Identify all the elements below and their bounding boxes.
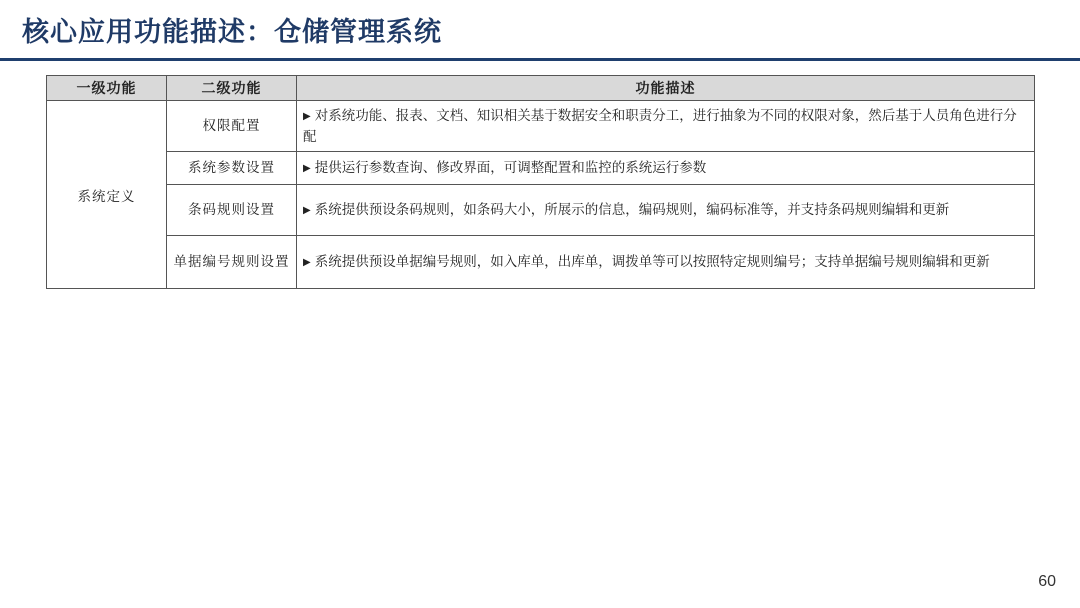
table-row bbox=[47, 185, 1035, 236]
description-text: 系统提供预设条码规则，如条码大小，所展示的信息，编码规则，编码标准等，并支持条码规则编辑和更新 bbox=[314, 201, 950, 218]
description-cell bbox=[297, 185, 1035, 236]
title-divider bbox=[0, 58, 1080, 61]
description-text: 对系统功能、报表、文档、知识相关基于数据安全和职责分工，进行抽象为不同的权限对象，然后基于人员角色进行分配 bbox=[303, 107, 1017, 145]
description-text: 系统提供预设单据编号规则，如入库单，出库单，调拨单等可以按照特定规则编号；支持单据编号规则编辑和更新 bbox=[314, 253, 990, 270]
level2-cell: 权限配置 bbox=[167, 101, 297, 152]
header-description: 功能描述 bbox=[297, 76, 1035, 101]
page-number: 60 bbox=[1038, 573, 1056, 590]
table-row bbox=[47, 101, 1035, 152]
level2-cell: 条码规则设置 bbox=[167, 185, 297, 236]
level1-cell: 系统定义 bbox=[47, 101, 167, 289]
table-row bbox=[47, 236, 1035, 289]
table-header-row bbox=[47, 76, 1035, 101]
header-level2: 二级功能 bbox=[167, 76, 297, 101]
bullet-icon: ▶ bbox=[303, 256, 311, 268]
bullet-icon: ▶ bbox=[303, 110, 311, 122]
table-row bbox=[47, 152, 1035, 185]
level2-cell: 系统参数设置 bbox=[167, 152, 297, 185]
bullet-icon: ▶ bbox=[303, 204, 311, 216]
function-table bbox=[46, 75, 1035, 289]
description-text: 提供运行参数查询、修改界面，可调整配置和监控的系统运行参数 bbox=[314, 159, 707, 176]
header-level1: 一级功能 bbox=[47, 76, 167, 101]
slide-title: 核心应用功能描述：仓储管理系统 bbox=[22, 17, 442, 48]
level2-cell: 单据编号规则设置 bbox=[167, 236, 297, 289]
description-cell bbox=[297, 236, 1035, 289]
description-cell bbox=[297, 101, 1035, 152]
bullet-icon: ▶ bbox=[303, 162, 311, 174]
description-cell bbox=[297, 152, 1035, 185]
